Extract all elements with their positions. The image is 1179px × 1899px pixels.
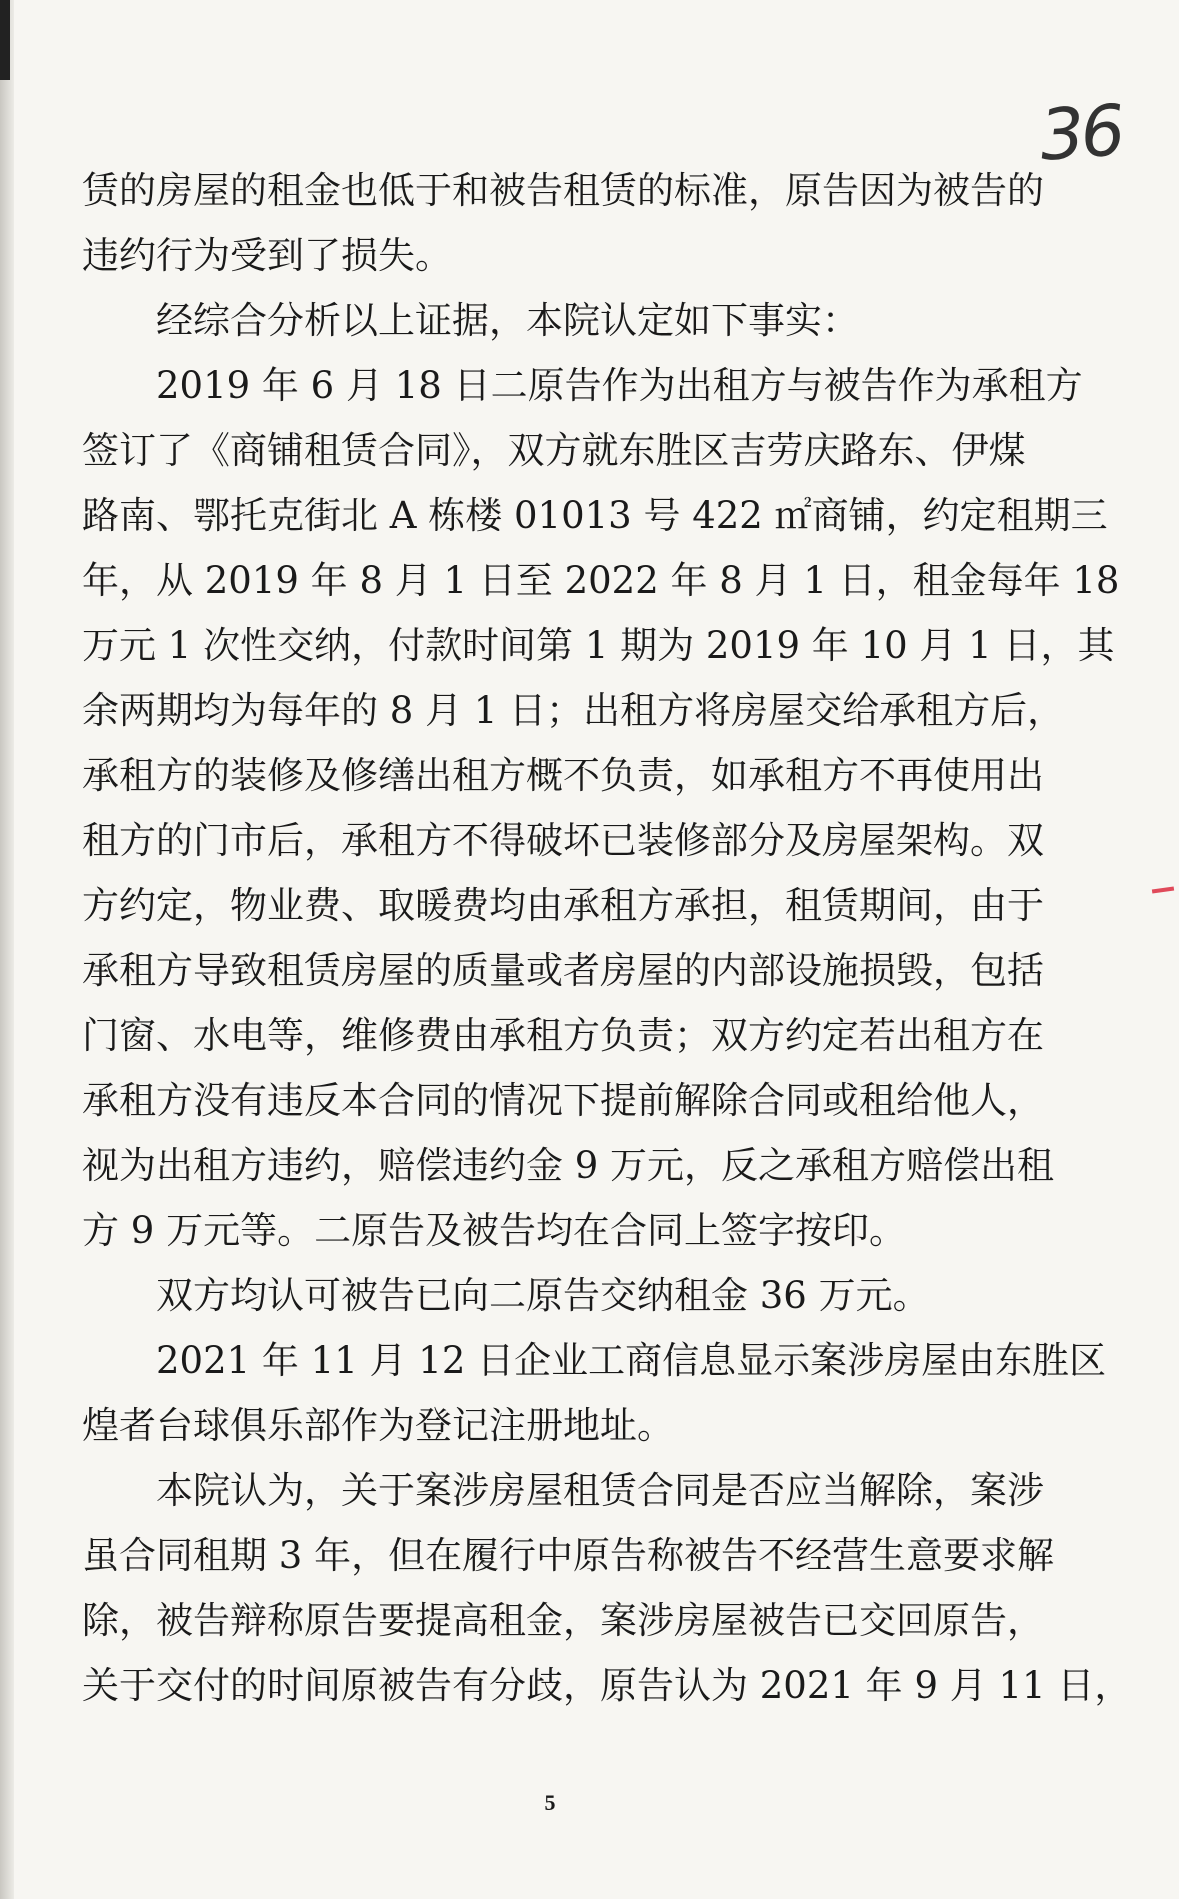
text-line: 年，从 2019 年 8 月 1 日至 2022 年 8 月 1 日，租金每年 18 <box>82 559 1120 602</box>
text-line: 门窗、水电等，维修费由承租方负责；双方约定若出租方在 <box>82 1014 1044 1057</box>
text-line: 万元 1 次性交纳，付款时间第 1 期为 2019 年 10 月 1 日，其 <box>82 624 1115 667</box>
text-line: 2021 年 11 月 12 日企业工商信息显示案涉房屋由东胜区 <box>156 1339 1107 1382</box>
text-line: 方约定，物业费、取暖费均由承租方承担，租赁期间，由于 <box>82 884 1044 927</box>
text-line: 承租方导致租赁房屋的质量或者房屋的内部设施损毁，包括 <box>82 949 1044 992</box>
page-number: 5 <box>544 1790 556 1815</box>
text-line: 关于交付的时间原被告有分歧，原告认为 2021 年 9 月 11 日， <box>82 1664 1132 1707</box>
text-line: 路南、鄂托克街北 A 栋楼 01013 号 422 ㎡商铺，约定租期三 <box>82 494 1108 537</box>
scan-edge-shadow <box>0 0 14 1899</box>
text-line: 余两期均为每年的 8 月 1 日；出租方将房屋交给承租方后， <box>82 689 1065 732</box>
scan-corner-mark <box>0 0 10 80</box>
text-line: 方 9 万元等。二原告及被告均在合同上签字按印。 <box>82 1209 907 1252</box>
text-line: 煌者台球俱乐部作为登记注册地址。 <box>82 1404 674 1447</box>
document-body <box>82 158 1132 1718</box>
text-line: 租方的门市后，承租方不得破坏已装修部分及房屋架构。双 <box>82 819 1044 862</box>
text-line: 赁的房屋的租金也低于和被告租赁的标准，原告因为被告的 <box>82 169 1044 212</box>
text-line: 承租方没有违反本合同的情况下提前解除合同或租给他人， <box>82 1079 1044 1122</box>
text-line: 经综合分析以上证据，本院认定如下事实： <box>156 299 859 342</box>
text-line: 承租方的装修及修缮出租方概不负责，如承租方不再使用出 <box>82 754 1044 797</box>
text-line: 视为出租方违约，赔偿违约金 9 万元，反之承租方赔偿出租 <box>82 1144 1055 1187</box>
handwritten-page-annotation: 36 <box>1037 89 1124 177</box>
red-ink-mark <box>1152 886 1174 893</box>
text-line: 违约行为受到了损失。 <box>82 234 452 277</box>
text-line: 本院认为，关于案涉房屋租赁合同是否应当解除，案涉 <box>156 1469 1044 1512</box>
text-line: 签订了《商铺租赁合同》，双方就东胜区吉劳庆路东、伊煤 <box>82 429 1026 472</box>
text-line: 双方均认可被告已向二原告交纳租金 36 万元。 <box>156 1274 930 1317</box>
text-line: 2019 年 6 月 18 日二原告作为出租方与被告作为承租方 <box>156 364 1083 407</box>
text-line: 虽合同租期 3 年，但在履行中原告称被告不经营生意要求解 <box>82 1534 1055 1577</box>
text-line: 除，被告辩称原告要提高租金，案涉房屋被告已交回原告， <box>82 1599 1044 1642</box>
